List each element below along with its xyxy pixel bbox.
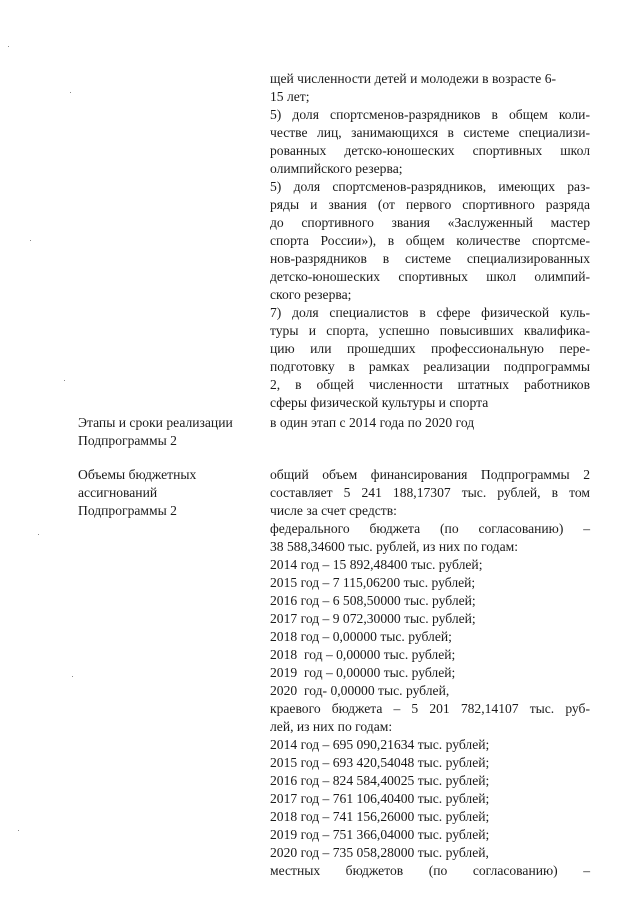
value-line: 2018 год – 0,00000 тыс. рублей; xyxy=(270,629,452,644)
stages-label xyxy=(78,414,258,450)
value-line: 2019 год – 751 366,04000 тыс. рублей; xyxy=(270,827,490,842)
text-line: цию или прошедших профессиональную пере- xyxy=(270,341,590,356)
text-line: 15 лет; xyxy=(270,89,310,104)
label-line: Объемы бюджетных xyxy=(78,467,197,482)
value-line: составляет 5 241 188,17307 тыс. рублей, в том xyxy=(270,485,590,500)
value-line: 2019 год – 0,00000 тыс. рублей; xyxy=(270,665,456,680)
value-line: местных бюджетов (по согласованию) – xyxy=(270,863,590,878)
label-line: Подпрограммы 2 xyxy=(78,433,177,448)
scan-speck xyxy=(72,676,73,677)
text-line: подготовку в рамках реализации подпрограммы xyxy=(270,359,590,374)
value-line: 2020 год- 0,00000 тыс. рублей, xyxy=(270,683,450,698)
value-line: 2016 год – 824 584,40025 тыс. рублей; xyxy=(270,773,490,788)
value-line: 2016 год – 6 508,50000 тыс. рублей; xyxy=(270,593,476,608)
text-line: до спортивного звания «Заслуженный мастер xyxy=(270,215,590,230)
text-line: 2, в общей численности штатных работников xyxy=(270,377,590,392)
value-line: 2018 год – 741 156,26000 тыс. рублей; xyxy=(270,809,490,824)
text-line: честве лиц, занимающихся в системе специализи- xyxy=(270,125,590,140)
scan-speck xyxy=(18,830,19,831)
text-line: щей численности детей и молодежи в возрасте 6- xyxy=(270,71,557,86)
text-line: 7) доля специалистов в сфере физической куль- xyxy=(270,305,590,320)
label-line: ассигнований xyxy=(78,485,158,500)
text-line: ряды и звания (от первого спортивного разряда xyxy=(270,197,590,212)
value-line: 2015 год – 693 420,54048 тыс. рублей; xyxy=(270,755,490,770)
text-line: туры и спорта, успешно повысивших квалифика- xyxy=(270,323,590,338)
text-line: 5) доля спортсменов-разрядников, имеющих раз- xyxy=(270,179,590,194)
text-line: детско-юношеских спортивных школ олимпий- xyxy=(270,269,590,284)
value-line: общий объем финансирования Подпрограммы 2 xyxy=(270,467,590,482)
label-line: Подпрограммы 2 xyxy=(78,503,177,518)
value-line: 38 588,34600 тыс. рублей, из них по годам: xyxy=(270,539,518,554)
text-line: 5) доля спортсменов-разрядников в общем коли- xyxy=(270,107,590,122)
scan-speck xyxy=(38,534,39,535)
text-line: спорта России»), в общем количестве спортсме- xyxy=(270,233,590,248)
text-line: ского резерва; xyxy=(270,287,352,302)
value-line: 2017 год – 9 072,30000 тыс. рублей; xyxy=(270,611,476,626)
scan-speck xyxy=(8,46,9,47)
value-line: 2014 год – 15 892,48400 тыс. рублей; xyxy=(270,557,483,572)
value-line: краевого бюджета – 5 201 782,14107 тыс. руб- xyxy=(270,701,590,716)
scan-speck xyxy=(64,380,65,381)
text-line: нов-разрядников в системе специализированных xyxy=(270,251,590,266)
label-line: Этапы и сроки реализации xyxy=(78,415,233,430)
value-line: федерального бюджета (по согласованию) – xyxy=(270,521,590,536)
stages-value xyxy=(270,414,590,432)
value-line: 2018 год – 0,00000 тыс. рублей; xyxy=(270,647,456,662)
scan-speck xyxy=(70,92,71,93)
indicators-block xyxy=(270,70,590,412)
text-line: сферы физической культуры и спорта xyxy=(270,395,489,410)
value-line: в один этап с 2014 года по 2020 год xyxy=(270,415,475,430)
value-line: 2017 год – 761 106,40400 тыс. рублей; xyxy=(270,791,490,806)
value-line: числе за счет средств: xyxy=(270,503,397,518)
value-line: 2015 год – 7 115,06200 тыс. рублей; xyxy=(270,575,476,590)
value-line: лей, из них по годам: xyxy=(270,719,393,734)
scan-speck xyxy=(30,240,31,241)
budget-value xyxy=(270,466,590,880)
budget-label xyxy=(78,466,258,520)
text-line: рованных детско-юношеских спортивных школ xyxy=(270,143,590,158)
value-line: 2014 год – 695 090,21634 тыс. рублей; xyxy=(270,737,490,752)
text-line: олимпийского резерва; xyxy=(270,161,403,176)
value-line: 2020 год – 735 058,28000 тыс. рублей, xyxy=(270,845,489,860)
